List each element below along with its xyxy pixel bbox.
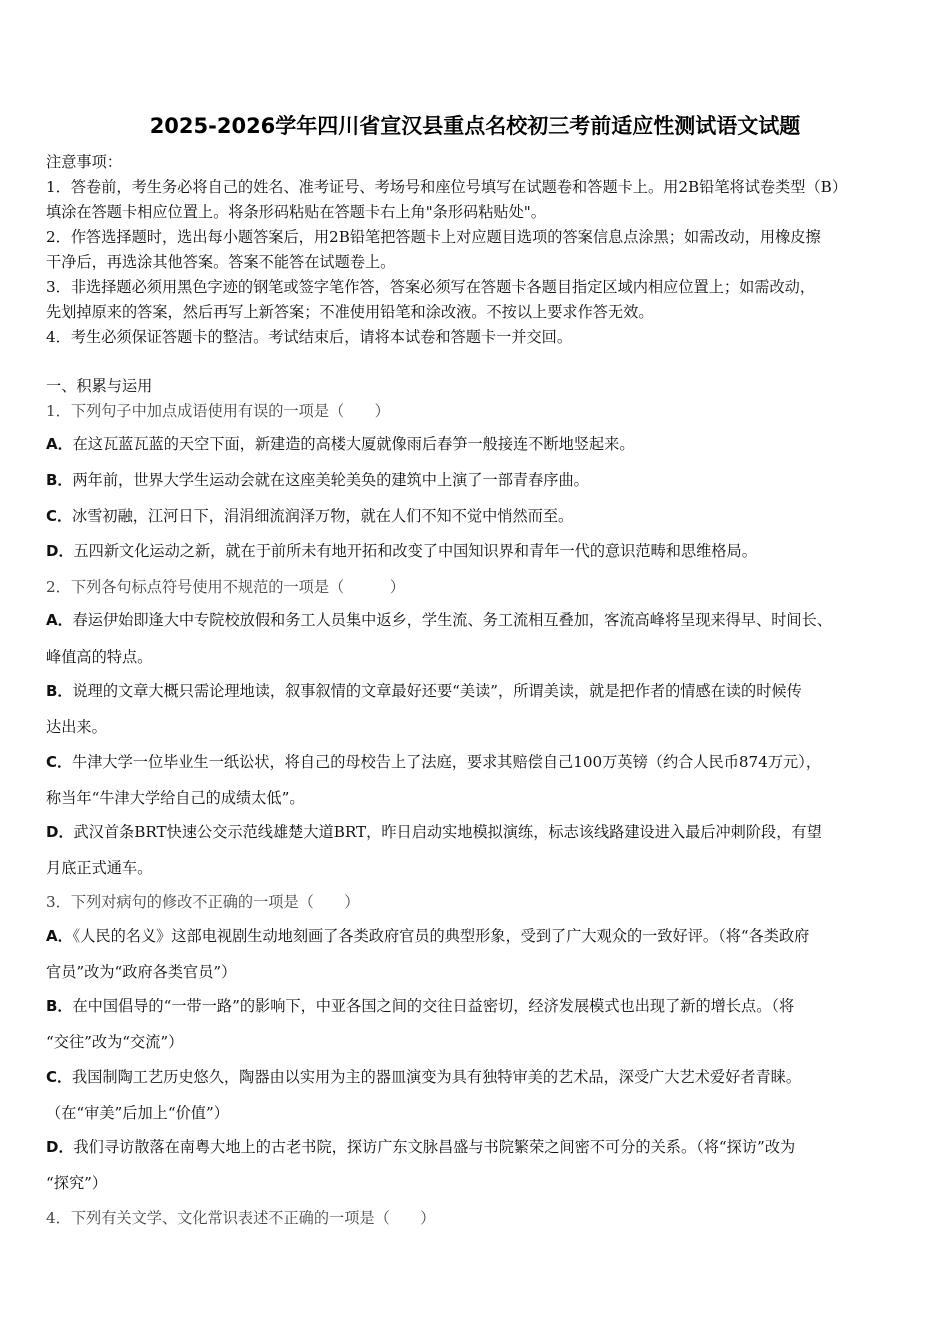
page-title: 2025-2026学年四川省宣汉县重点名校初三考前适应性测试语文试题 bbox=[149, 114, 801, 138]
option-text: 牛津大学一位毕业生一纸讼状，将自己的母校告上了法庭，要求其赔偿自己100万英镑（约合人民币874万元）， bbox=[72, 753, 822, 771]
q3-option-b-cont: “交往”改为“交流”） bbox=[46, 1033, 184, 1051]
option-label: D． bbox=[46, 1138, 74, 1156]
option-label: B． bbox=[46, 471, 73, 489]
section-heading: 一、积累与运用 bbox=[46, 377, 153, 395]
option-text: 我国制陶工艺历史悠久，陶器由以实用为主的器皿演变为具有独特审美的艺术品，深受广大艺术爱好者青睐。 bbox=[72, 1068, 802, 1086]
option-text: 说理的文章大概只需论理地读，叙事叙情的文章最好还要“美读”，所谓美读，就是把作者的情感在读的时候传 bbox=[72, 682, 802, 700]
option-label: D． bbox=[46, 823, 74, 841]
notice-line-2: 填涂在答题卡相应位置上。将条形码粘贴在答题卡右上角"条形码粘贴处"。 bbox=[46, 203, 546, 221]
q1-stem: 1．下列句子中加点成语使用有误的一项是（ ） bbox=[46, 402, 390, 420]
option-label: A． bbox=[46, 927, 73, 945]
q4-stem: 4．下列有关文学、文化常识表述不正确的一项是（ ） bbox=[46, 1209, 436, 1227]
option-label: B． bbox=[46, 682, 73, 700]
notice-heading: 注意事项： bbox=[46, 153, 122, 171]
option-text: 《人民的名义》这部电视剧生动地刻画了各类政府官员的典型形象，受到了广大观众的一致好评。（将“各类政府 bbox=[72, 927, 810, 945]
option-text: 冰雪初融，江河日下，涓涓细流润泽万物，就在人们不知不觉中悄然而至。 bbox=[72, 507, 574, 525]
q2-option-a-cont: 峰值高的特点。 bbox=[46, 648, 153, 666]
q3-option-c bbox=[46, 1067, 801, 1087]
option-text: 在这瓦蓝瓦蓝的天空下面，新建造的高楼大厦就像雨后春笋一般接连不断地竖起来。 bbox=[72, 435, 635, 453]
option-label: C． bbox=[46, 1068, 73, 1086]
q2-option-d-cont: 月底正式通车。 bbox=[46, 859, 153, 877]
q3-option-d bbox=[46, 1137, 795, 1157]
notice-line-7: 4．考生必须保证答题卡的整洁。考试结束后，请将本试卷和答题卡一并交回。 bbox=[46, 328, 573, 346]
option-label: C． bbox=[46, 753, 73, 771]
q1-option-a bbox=[46, 434, 635, 454]
q1-option-c bbox=[46, 506, 573, 526]
option-label: A． bbox=[46, 611, 73, 629]
notice-line-3: 2．作答选择题时，选出每小题答案后，用2B铅笔把答题卡上对应题目选项的答案信息点涂黑；如需改动，用橡皮擦 bbox=[46, 228, 821, 246]
q2-option-c-cont: 称当年“牛津大学给自己的成绩太低”。 bbox=[46, 789, 305, 807]
q1-option-b bbox=[46, 470, 589, 490]
q3-stem: 3．下列对病句的修改不正确的一项是（ ） bbox=[46, 893, 360, 911]
q1-option-d bbox=[46, 541, 757, 561]
option-text: 武汉首条BRT快速公交示范线雄楚大道BRT，昨日启动实地模拟演练，标志该线路建设进入最后冲刺阶段，有望 bbox=[73, 823, 822, 841]
notice-line-4: 干净后，再选涂其他答案。答案不能答在试题卷上。 bbox=[46, 253, 396, 271]
notice-line-5: 3．非选择题必须用黑色字迹的钢笔或签字笔作答，答案必须写在答题卡各题目指定区域内相应位置上；如需改动， bbox=[46, 278, 816, 296]
q2-option-d bbox=[46, 822, 822, 842]
q2-option-b-cont: 达出来。 bbox=[46, 718, 107, 736]
q3-option-b bbox=[46, 996, 794, 1016]
q2-option-a bbox=[46, 610, 832, 630]
option-text: 两年前，世界大学生运动会就在这座美轮美奂的建筑中上演了一部青春序曲。 bbox=[72, 471, 589, 489]
option-label: B． bbox=[46, 997, 73, 1015]
notice-line-1: 1．答卷前，考生务必将自己的姓名、准考证号、考场号和座位号填写在试题卷和答题卡上。用2B铅笔将试卷类型（B） bbox=[46, 178, 848, 196]
notice-line-6: 先划掉原来的答案，然后再写上新答案；不准使用铅笔和涂改液。不按以上要求作答无效。 bbox=[46, 303, 654, 321]
q2-option-b bbox=[46, 681, 802, 701]
q3-option-a-cont: 官员”改为“政府各类官员”） bbox=[46, 963, 237, 981]
option-label: A． bbox=[46, 435, 73, 453]
option-text: 在中国倡导的“一带一路”的影响下，中亚各国之间的交往日益密切，经济发展模式也出现了新的增长点。（将 bbox=[72, 997, 795, 1015]
option-text: 五四新文化运动之新，就在于前所未有地开拓和改变了中国知识界和青年一代的意识范畴和思维格局。 bbox=[73, 542, 757, 560]
q3-option-c-cont: （在“审美”后加上“价值”） bbox=[46, 1104, 229, 1122]
option-text: 我们寻访散落在南粤大地上的古老书院，探访广东文脉昌盛与书院繁荣之间密不可分的关系。（将“探访”改为 bbox=[73, 1138, 796, 1156]
option-label: C． bbox=[46, 507, 73, 525]
q3-option-d-cont: “探究”） bbox=[46, 1174, 108, 1192]
q3-option-a bbox=[46, 926, 809, 946]
q2-stem: 2．下列各句标点符号使用不规范的一项是（ ） bbox=[46, 578, 405, 596]
option-text: 春运伊始即逢大中专院校放假和务工人员集中返乡，学生流、务工流相互叠加，客流高峰将呈现来得早、时间长、 bbox=[72, 611, 832, 629]
q2-option-c bbox=[46, 752, 821, 772]
option-label: D． bbox=[46, 542, 74, 560]
